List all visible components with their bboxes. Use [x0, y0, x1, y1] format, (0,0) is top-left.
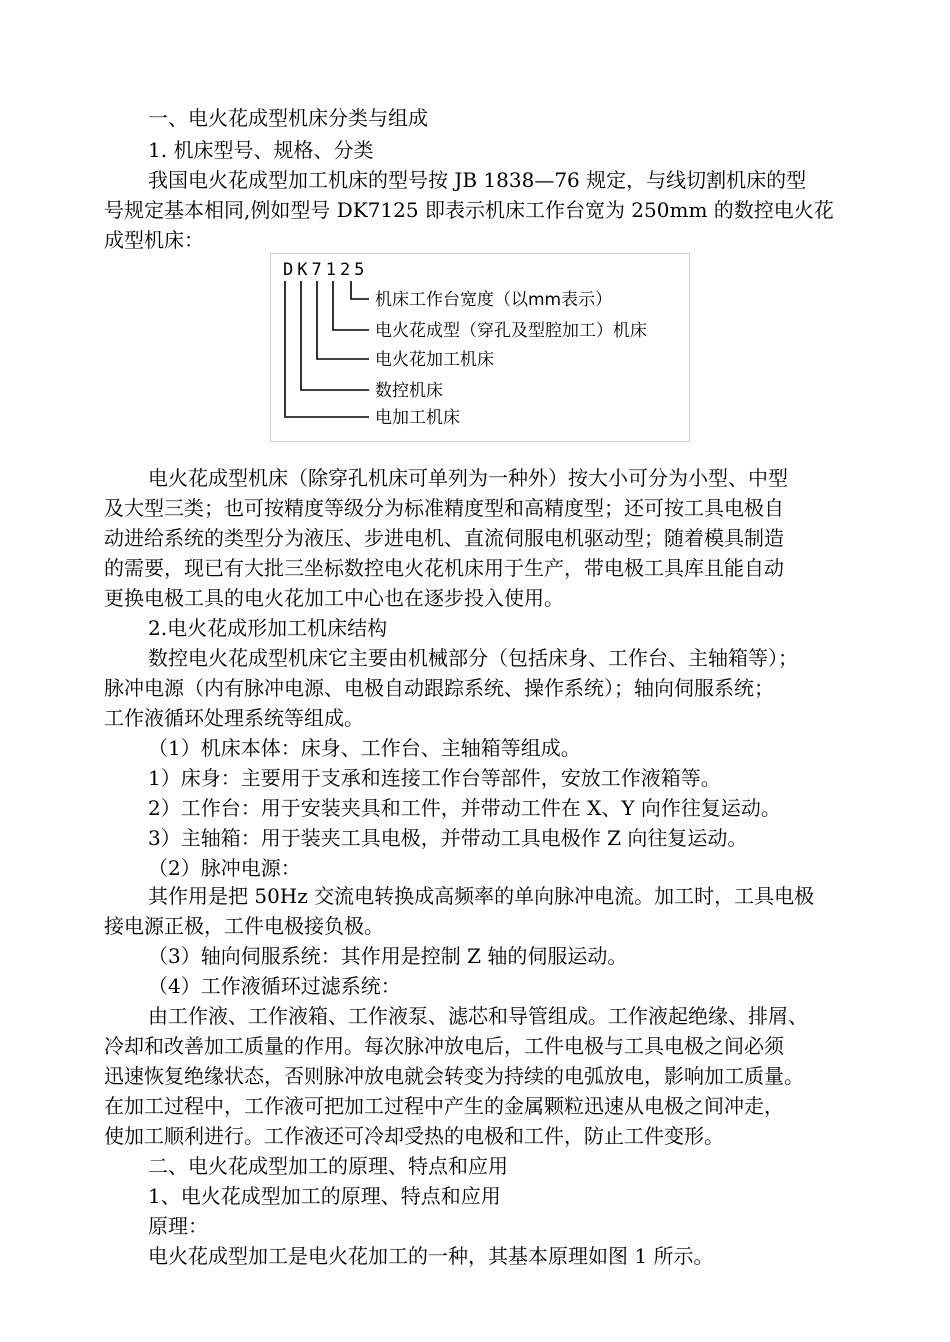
list-item: 1）床身：主要用于支承和连接工作台等部件，安放工作液箱等。 — [148, 766, 721, 790]
paragraph-line: 脉冲电源（内有脉冲电源、电极自动跟踪系统、操作系统）；轴向伺服系统； — [104, 676, 774, 700]
paragraph-line: 工作液循环处理系统等组成。 — [104, 706, 364, 730]
figure-label: 电火花加工机床 — [375, 350, 494, 370]
model-code: DK7125 — [283, 260, 369, 280]
list-item: 3）主轴箱：用于装夹工具电极，并带动工具电极作 Z 向往复运动。 — [148, 826, 748, 850]
subsection-heading-3: 1、电火花成型加工的原理、特点和应用 — [148, 1184, 501, 1208]
paragraph-line: 及大型三类；也可按精度等级分为标准精度型和高精度型；还可按工具电极自 — [104, 496, 784, 520]
paragraph-line: 接电源正极，工件电极接负极。 — [104, 914, 384, 938]
paragraph-line: 电火花成型机床（除穿孔机床可单列为一种外）按大小可分为小型、中型 — [148, 466, 788, 490]
paragraph-line: 更换电极工具的电火花加工中心也在逐步投入使用。 — [104, 586, 564, 610]
list-item: （3）轴向伺服系统：其作用是控制 Z 轴的伺服运动。 — [148, 944, 628, 968]
figure-label: 电加工机床 — [375, 408, 460, 428]
bracket-line — [301, 281, 369, 390]
subsection-heading-1: 1. 机床型号、规格、分类 — [148, 138, 374, 162]
paragraph-line: 在加工过程中，工作液可把加工过程中产生的金属颗粒迅速从电极之间冲走， — [104, 1094, 784, 1118]
paragraph-line: 号规定基本相同,例如型号 DK7125 即表示机床工作台宽为 250mm 的数控电火花 — [104, 198, 834, 222]
principle-label: 原理： — [148, 1214, 208, 1238]
paragraph-line: 我国电火花成型加工机床的型号按 JB 1838—76 规定，与线切割机床的型 — [148, 168, 807, 192]
model-code-diagram — [270, 253, 690, 442]
paragraph-line: 其作用是把 50Hz 交流电转换成高频率的单向脉冲电流。加工时，工具电极 — [148, 884, 815, 908]
paragraph-line: 动进给系统的类型分为液压、步进电机、直流伺服电机驱动型；随着模具制造 — [104, 526, 784, 550]
figure-label: 机床工作台宽度（以mm表示） — [375, 290, 613, 310]
paragraph-line: 电火花成型加工是电火花加工的一种，其基本原理如图 1 所示。 — [148, 1244, 714, 1268]
list-item: （1）机床本体：床身、工作台、主轴箱等组成。 — [148, 736, 581, 760]
list-item: 2）工作台：用于安装夹具和工件，并带动工件在 X、Y 向作往复运动。 — [148, 796, 781, 820]
paragraph-line: 冷却和改善加工质量的作用。每次脉冲放电后，工件电极与工具电极之间必须 — [104, 1034, 784, 1058]
paragraph-line: 的需要，现已有大批三坐标数控电火花机床用于生产，带电极工具库且能自动 — [104, 556, 784, 580]
paragraph-line: 使加工顺利进行。工作液还可冷却受热的电极和工件，防止工件变形。 — [104, 1124, 724, 1148]
bracket-line — [317, 281, 369, 359]
section-heading-1: 一、电火花成型机床分类与组成 — [148, 106, 428, 130]
paragraph-line: 数控电火花成型机床它主要由机械部分（包括床身、工作台、主轴箱等）； — [148, 646, 798, 670]
paragraph-line: 由工作液、工作液箱、工作液泵、滤芯和导管组成。工作液起绝缘、排屑、 — [148, 1004, 808, 1028]
figure-label: 电火花成型（穿孔及型腔加工）机床 — [375, 321, 647, 341]
subsection-heading-2: 2.电火花成形加工机床结构 — [148, 616, 388, 640]
paragraph-line: 成型机床： — [104, 228, 204, 252]
bracket-line — [351, 281, 369, 299]
list-item: （2）脉冲电源： — [148, 856, 301, 880]
figure-label: 数控机床 — [375, 381, 443, 401]
list-item: （4）工作液循环过滤系统： — [148, 974, 401, 998]
section-heading-2: 二、电火花成型加工的原理、特点和应用 — [148, 1154, 508, 1178]
paragraph-line: 迅速恢复绝缘状态，否则脉冲放电就会转变为持续的电弧放电，影响加工质量。 — [104, 1064, 804, 1088]
bracket-line — [285, 281, 369, 417]
